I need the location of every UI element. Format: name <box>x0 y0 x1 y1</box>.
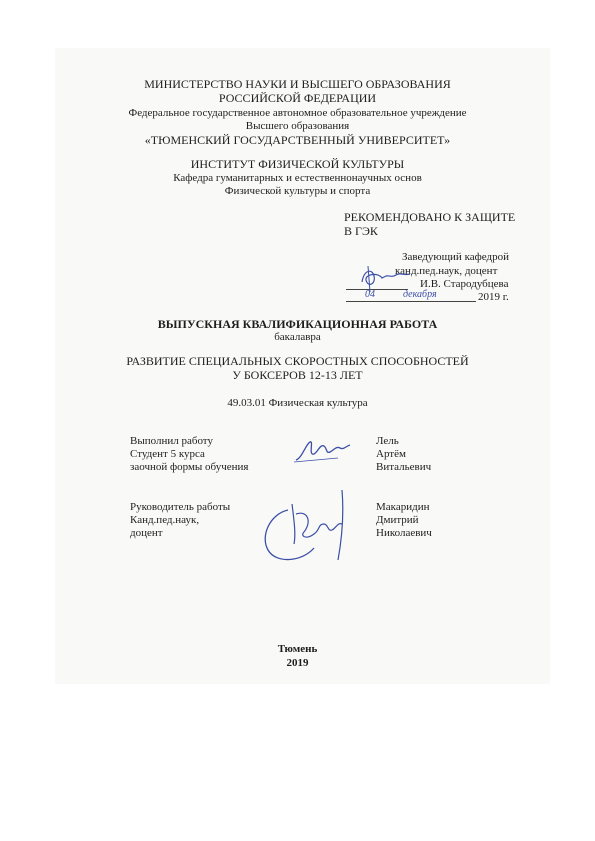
handwritten-day: 04 <box>365 289 375 300</box>
author-label-2: Студент 5 курса <box>130 448 205 460</box>
supervisor-label-1: Руководитель работы <box>130 501 231 513</box>
degree-label: бакалавра <box>274 331 321 343</box>
author-first-name: Артём <box>376 448 406 460</box>
university-name: «ТЮМЕНСКИЙ ГОСУДАРСТВЕННЫЙ УНИВЕРСИТЕТ» <box>144 133 451 147</box>
supervisor-surname: Макаридин <box>376 501 430 513</box>
approval-line-2: В ГЭК <box>344 224 378 238</box>
supervisor-patronymic: Николаевич <box>376 527 432 539</box>
specialty: 49.03.01 Физическая культура <box>227 397 368 409</box>
author-signature <box>292 436 354 466</box>
head-name: И.В. Стародубцева <box>420 278 509 290</box>
work-type: ВЫПУСКНАЯ КВАЛИФИКАЦИОННАЯ РАБОТА <box>157 317 438 331</box>
supervisor-label-2: Канд.пед.наук, <box>130 514 200 526</box>
head-degree: канд.пед.наук, доцент <box>395 265 498 277</box>
head-title: Заведующий кафедрой <box>402 251 509 263</box>
institute-name: ИНСТИТУТ ФИЗИЧЕСКОЙ КУЛЬТУРЫ <box>190 157 405 171</box>
approval-line-1: РЕКОМЕНДОВАНО К ЗАЩИТЕ <box>344 210 516 224</box>
author-surname: Лель <box>376 435 399 447</box>
author-label-3: заочной формы обучения <box>130 461 249 473</box>
department-line-1: Кафедра гуманитарных и естественнонаучных основ <box>173 172 422 184</box>
author-label-1: Выполнил работу <box>130 435 213 447</box>
city: Тюмень <box>277 643 318 655</box>
topic-line-2: У БОКСЕРОВ 12-13 ЛЕТ <box>232 368 363 382</box>
institution-line-2: Высшего образования <box>245 120 350 132</box>
handwritten-month: декабря <box>403 289 437 300</box>
ministry-line-1: МИНИСТЕРСТВО НАУКИ И ВЫСШЕГО ОБРАЗОВАНИЯ <box>144 77 451 91</box>
ministry-line-2: РОССИЙСКОЙ ФЕДЕРАЦИИ <box>218 91 377 105</box>
author-patronymic: Витальевич <box>376 461 432 473</box>
date-line <box>346 301 476 302</box>
supervisor-signature <box>258 484 358 566</box>
supervisor-first-name: Дмитрий <box>376 514 419 526</box>
year: 2019 <box>286 657 309 669</box>
supervisor-label-3: доцент <box>130 527 163 539</box>
department-line-2: Физической культуры и спорта <box>224 185 371 197</box>
institution-line-1: Федеральное государственное автономное образовательное учреждение <box>128 107 467 119</box>
approval-year: 2019 г. <box>478 291 509 303</box>
topic-line-1: РАЗВИТИЕ СПЕЦИАЛЬНЫХ СКОРОСТНЫХ СПОСОБНОСТЕЙ <box>126 354 469 368</box>
